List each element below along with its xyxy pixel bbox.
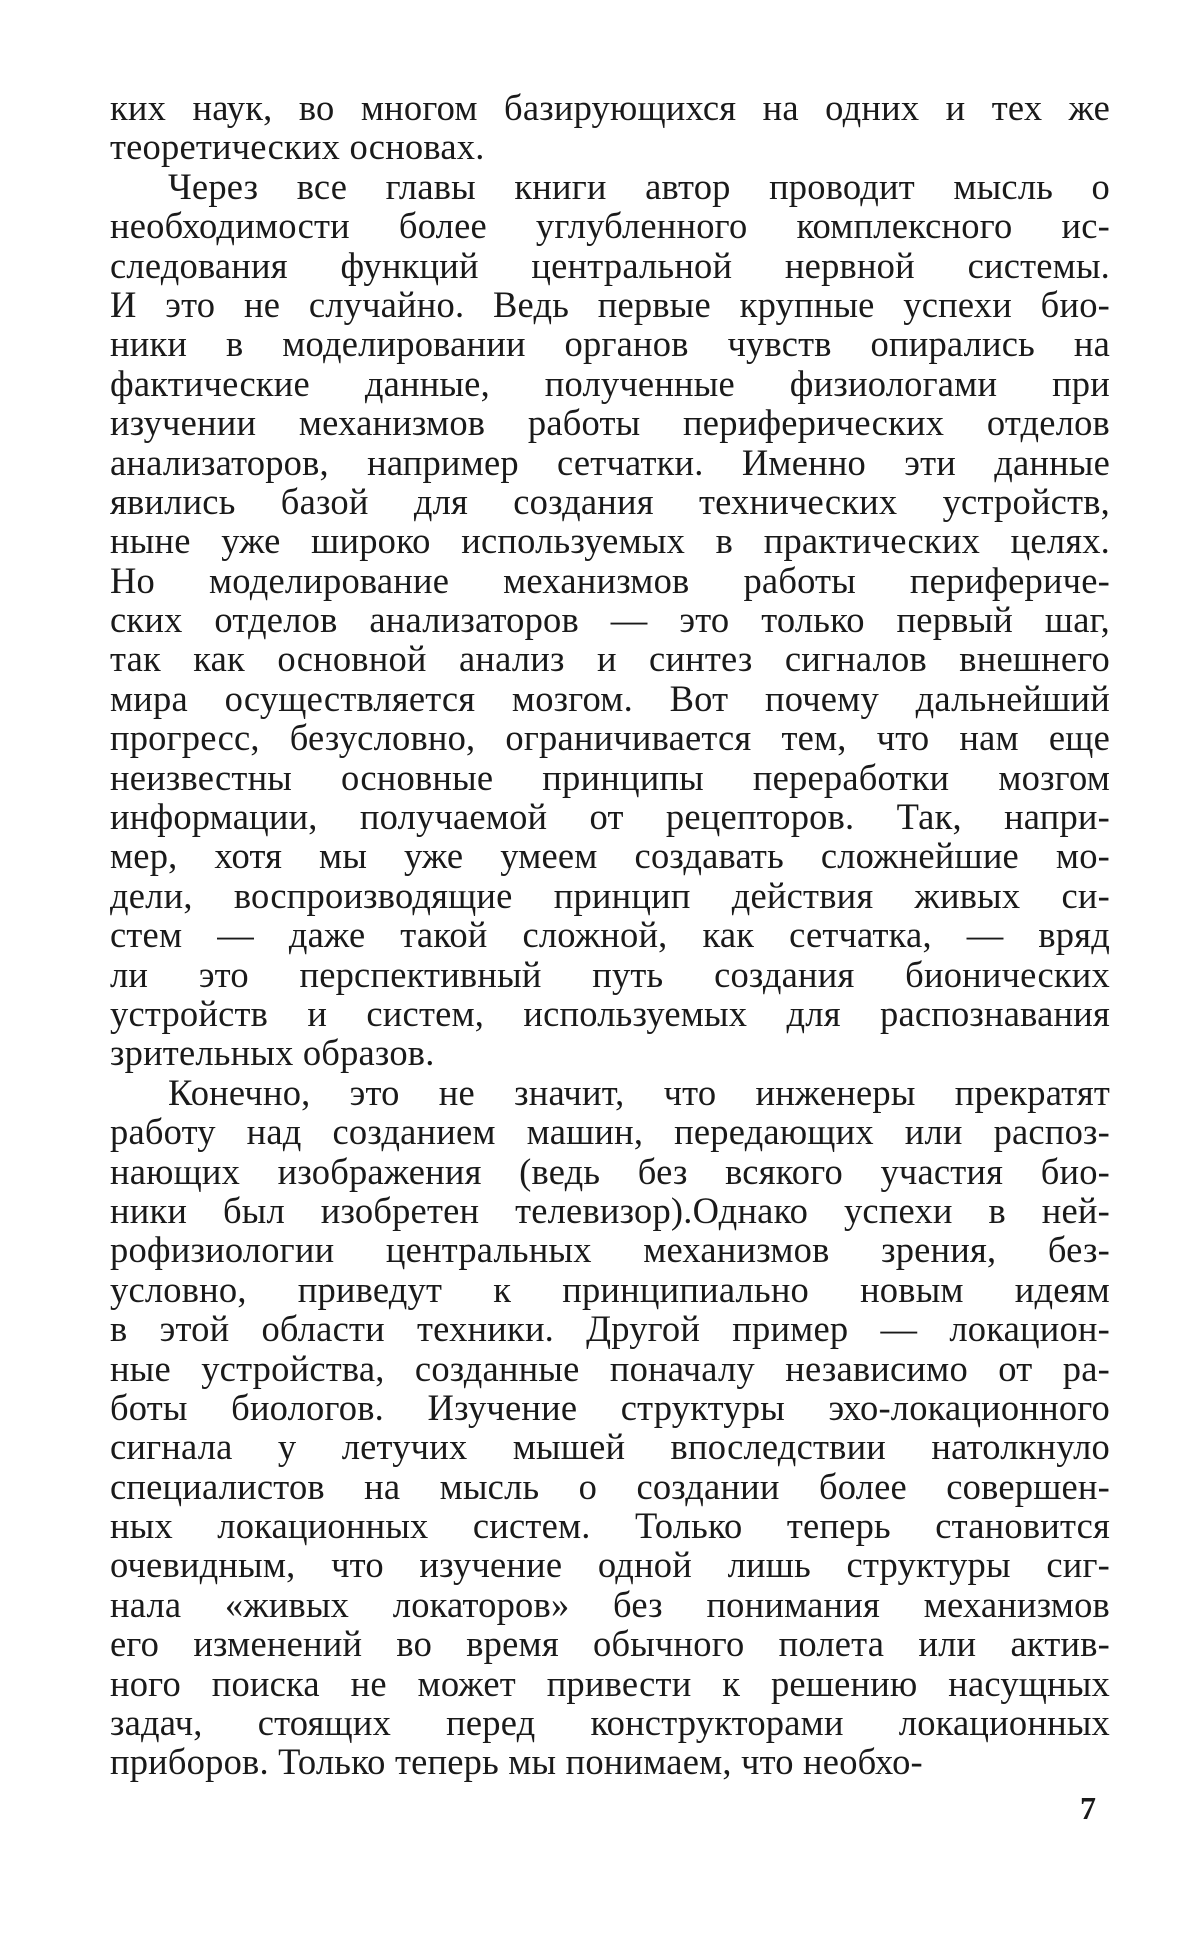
text-line: ного поиска не может привести к решению насущных [110, 1662, 1110, 1704]
text-line: устройств и систем, используемых для распознавания [110, 992, 1110, 1034]
text-line: нающих изображения (ведь без всякого участия био- [110, 1150, 1110, 1192]
text-line: теоретических основах. [110, 126, 485, 168]
body-text [110, 88, 1110, 1782]
text-line: необходимости более углубленного комплексного ис- [110, 205, 1110, 247]
text-line: мира осуществляется мозгом. Вот почему дальнейший [110, 677, 1110, 719]
text-line: ные устройства, созданные поначалу независимо от ра- [110, 1347, 1110, 1389]
text-line: дели, воспроизводящие принцип действия живых си- [110, 874, 1110, 916]
text-line: ныне уже широко используемых в практических целях. [110, 520, 1110, 562]
text-line: боты биологов. Изучение структуры эхо-локационного [110, 1386, 1110, 1428]
text-line: ники был изобретен телевизор).Однако успехи в ней- [110, 1189, 1110, 1231]
text-line: И это не случайно. Ведь первые крупные успехи био- [110, 283, 1110, 325]
text-line: неизвестны основные принципы переработки мозгом [110, 756, 1110, 798]
text-line: информации, получаемой от рецепторов. Так, напри- [110, 796, 1110, 838]
text-line: фактические данные, полученные физиологами при [110, 362, 1110, 404]
text-line: задач, стоящих перед конструкторами локационных [110, 1702, 1110, 1744]
text-line: следования функций центральной нервной системы. [110, 244, 1110, 286]
page-number: 7 [1080, 1790, 1096, 1826]
text-line: мер, хотя мы уже умеем создавать сложнейшие мо- [110, 835, 1110, 877]
text-line: изучении механизмов работы периферических отделов [110, 402, 1110, 444]
text-line: сигнала у летучих мышей впоследствии натолкнуло [110, 1426, 1110, 1468]
text-line: в этой области техники. Другой пример — локацион- [110, 1308, 1110, 1350]
text-line: Но моделирование механизмов работы перифериче- [110, 559, 1110, 601]
text-line: ных локационных систем. Только теперь становится [110, 1505, 1110, 1547]
text-line: специалистов на мысль о создании более совершен- [110, 1465, 1110, 1507]
text-line: Через все главы книги автор проводит мысль о [168, 165, 1110, 207]
text-line: ких наук, во многом базирующихся на одних и тех же [110, 87, 1110, 128]
text-line: ники в моделировании органов чувств опирались на [110, 323, 1110, 365]
text-line: условно, приведут к принципиально новым идеям [110, 1268, 1110, 1310]
text-line: Конечно, это не значит, что инженеры прекратят [168, 1071, 1110, 1113]
text-line: прогресс, безусловно, ограничивается тем, что нам еще [110, 717, 1110, 759]
text-line: ских отделов анализаторов — это только первый шаг, [110, 599, 1110, 641]
text-line: ли это перспективный путь создания бионических [110, 953, 1110, 995]
text-line: приборов. Только теперь мы понимаем, что необхо- [110, 1741, 923, 1783]
text-line: стем — даже такой сложной, как сетчатка, — вряд [110, 914, 1110, 956]
text-line: нала «живых локаторов» без понимания механизмов [110, 1583, 1110, 1625]
text-line: рофизиологии центральных механизмов зрения, без- [110, 1229, 1110, 1271]
text-line: зрительных образов. [110, 1032, 435, 1074]
text-line: явились базой для создания технических устройств, [110, 480, 1110, 522]
text-line: его изменений во время обычного полета или актив- [110, 1623, 1110, 1665]
text-line: анализаторов, например сетчатки. Именно эти данные [110, 441, 1110, 483]
text-line: работу над созданием машин, передающих или распоз- [110, 1111, 1110, 1153]
text-line: так как основной анализ и синтез сигналов внешнего [110, 638, 1110, 680]
text-line: очевидным, что изучение одной лишь структуры сиг- [110, 1544, 1110, 1586]
